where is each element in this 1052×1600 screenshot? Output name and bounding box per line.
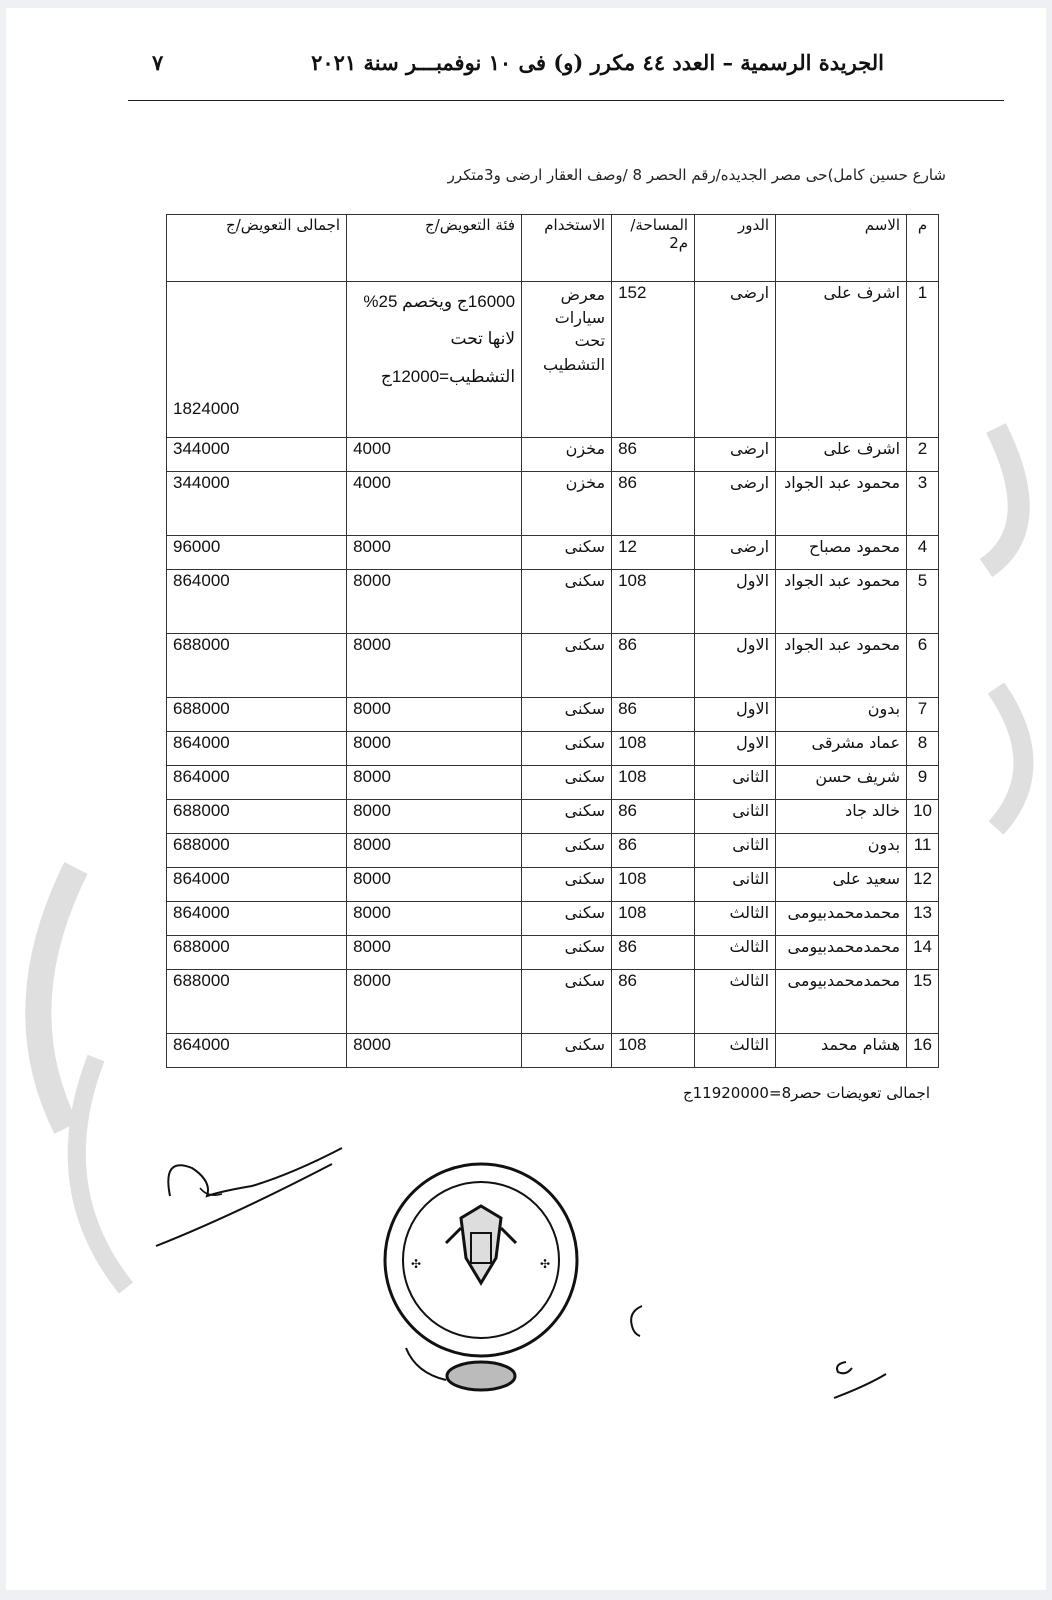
cell-compensation-rate: 8000 [347,766,522,800]
cell-compensation-total: 96000 [167,536,347,570]
cell-usage: سكنى [522,698,612,732]
cell-row-number: 5 [907,570,939,634]
cell-compensation-total: 688000 [167,936,347,970]
cell-compensation-rate: 8000 [347,634,522,698]
cell-floor: ارضى [695,536,776,570]
table-row [167,472,939,536]
cell-floor: ارضى [695,472,776,536]
cell-owner-name: اشرف على [776,438,907,472]
initial-mark [826,1348,906,1408]
cell-usage: سكنى [522,970,612,1034]
cell-usage: سكنى [522,634,612,698]
cell-floor: الاول [695,570,776,634]
cell-owner-name: بدون [776,698,907,732]
cell-compensation-rate: 8000 [347,1034,522,1068]
cell-area: 152 [612,282,695,438]
cell-usage: مخزن [522,438,612,472]
cell-area: 86 [612,834,695,868]
table-row [167,868,939,902]
cell-usage: سكنى [522,936,612,970]
cell-owner-name: محمدمحمدبيومى [776,970,907,1034]
table-header-row [167,215,939,282]
cell-floor: ارضى [695,438,776,472]
cell-owner-name: محمدمحمدبيومى [776,902,907,936]
table-row [167,970,939,1034]
cell-compensation-rate: 8000 [347,834,522,868]
cell-owner-name: محمود مصباح [776,536,907,570]
cell-usage: سكنى [522,570,612,634]
cell-compensation-total: 688000 [167,634,347,698]
cell-floor: الثانى [695,766,776,800]
table-row [167,800,939,834]
cell-compensation-rate: 8000 [347,570,522,634]
total-summary: اجمالى تعويضات حصر8=11920000ج [682,1084,930,1102]
cell-owner-name: خالد جاد [776,800,907,834]
cell-owner-name: محمود عبد الجواد [776,570,907,634]
cell-compensation-rate: 8000 [347,970,522,1034]
cell-usage: سكنى [522,766,612,800]
cell-usage: سكنى [522,800,612,834]
cell-area: 108 [612,902,695,936]
cell-owner-name: هشام محمد [776,1034,907,1068]
cell-row-number: 7 [907,698,939,732]
cell-compensation-total: 688000 [167,834,347,868]
cell-owner-name: محمود عبد الجواد [776,472,907,536]
cell-compensation-total: 864000 [167,1034,347,1068]
cell-usage: سكنى [522,1034,612,1068]
cell-row-number: 1 [907,282,939,438]
cell-row-number: 12 [907,868,939,902]
col-header-use: الاستخدام [522,215,612,282]
cell-owner-name: محمدمحمدبيومى [776,936,907,970]
cell-floor: الثالث [695,902,776,936]
table-row [167,902,939,936]
cell-area: 86 [612,472,695,536]
cell-compensation-total: 864000 [167,732,347,766]
cell-usage: معرض سيارات تحت التشطيب [522,282,612,438]
col-header-no: م [907,215,939,282]
cell-compensation-rate: 8000 [347,536,522,570]
cell-row-number: 3 [907,472,939,536]
cell-area: 86 [612,936,695,970]
cell-owner-name: بدون [776,834,907,868]
cell-row-number: 14 [907,936,939,970]
col-header-total: اجمالى التعويض/ج [167,215,347,282]
cell-compensation-total: 864000 [167,766,347,800]
cell-floor: ارضى [695,282,776,438]
svg-text:✣: ✣ [540,1257,551,1271]
cell-floor: الاول [695,732,776,766]
cell-owner-name: سعيد على [776,868,907,902]
gazette-header [128,44,1004,101]
cell-usage: سكنى [522,834,612,868]
table-row [167,732,939,766]
cell-compensation-rate: 8000 [347,936,522,970]
margin-mark [622,1298,662,1348]
cell-compensation-rate: 8000 [347,868,522,902]
cell-area: 86 [612,800,695,834]
cell-row-number: 2 [907,438,939,472]
cell-compensation-total: 688000 [167,970,347,1034]
cell-usage: سكنى [522,536,612,570]
cell-floor: الاول [695,698,776,732]
cell-compensation-rate: 16000ج ويخصم 25% لانها تحت التشطيب=12000ج [347,282,522,438]
cell-area: 108 [612,868,695,902]
cell-compensation-total: 688000 [167,698,347,732]
cell-area: 86 [612,970,695,1034]
cell-area: 86 [612,698,695,732]
cell-floor: الثالث [695,936,776,970]
table-row [167,438,939,472]
cell-row-number: 15 [907,970,939,1034]
cell-compensation-total: 344000 [167,438,347,472]
table-row [167,936,939,970]
property-address: شارع حسين كامل)حى مصر الجديده/رقم الحصر 8 /وصف العقار ارضى و3متكرر [447,166,946,184]
cell-area: 108 [612,766,695,800]
cell-floor: الثالث [695,1034,776,1068]
cell-area: 86 [612,438,695,472]
official-seal [376,1148,596,1398]
cell-row-number: 13 [907,902,939,936]
cell-compensation-rate: 8000 [347,698,522,732]
cell-compensation-total: 688000 [167,800,347,834]
cell-area: 108 [612,1034,695,1068]
cell-row-number: 10 [907,800,939,834]
cell-floor: الثانى [695,800,776,834]
cell-area: 108 [612,732,695,766]
cell-area: 108 [612,570,695,634]
cell-area: 12 [612,536,695,570]
table-row [167,282,939,438]
cell-row-number: 16 [907,1034,939,1068]
col-header-rate: فئة التعويض/ج [347,215,522,282]
col-header-name: الاسم [776,215,907,282]
cell-row-number: 6 [907,634,939,698]
cell-floor: الثانى [695,868,776,902]
svg-text:✣: ✣ [411,1257,422,1271]
compensation-table [166,214,939,1068]
cell-owner-name: محمود عبد الجواد [776,634,907,698]
cell-usage: مخزن [522,472,612,536]
cell-compensation-total: 344000 [167,472,347,536]
cell-owner-name: اشرف على [776,282,907,438]
cell-compensation-total: 864000 [167,868,347,902]
cell-compensation-total: 864000 [167,570,347,634]
cell-compensation-rate: 8000 [347,732,522,766]
cell-usage: سكنى [522,868,612,902]
cell-floor: الثالث [695,970,776,1034]
cell-floor: الاول [695,634,776,698]
cell-usage: سكنى [522,902,612,936]
cell-row-number: 4 [907,536,939,570]
cell-area: 86 [612,634,695,698]
gazette-page [6,8,1046,1590]
cell-usage: سكنى [522,732,612,766]
cell-compensation-rate: 4000 [347,438,522,472]
table-row [167,570,939,634]
cell-compensation-rate: 8000 [347,800,522,834]
col-header-floor: الدور [695,215,776,282]
cell-row-number: 8 [907,732,939,766]
cell-floor: الثانى [695,834,776,868]
cell-row-number: 11 [907,834,939,868]
cell-compensation-rate: 4000 [347,472,522,536]
page-number: ٧ [152,50,164,75]
cell-owner-name: شريف حسن [776,766,907,800]
gazette-title: الجريدة الرسمية – العدد ٤٤ مكرر (و) فى ١٠ نوفمبـــر سنة ٢٠٢١ [311,50,884,75]
table-row [167,536,939,570]
signature [152,1136,352,1256]
table-row [167,834,939,868]
table-row [167,1034,939,1068]
table-row [167,698,939,732]
table-row [167,766,939,800]
cell-compensation-total: 1824000 [167,282,347,438]
cell-compensation-rate: 8000 [347,902,522,936]
cell-row-number: 9 [907,766,939,800]
col-header-area: المساحة/ م2 [612,215,695,282]
table-row [167,634,939,698]
cell-owner-name: عماد مشرقى [776,732,907,766]
cell-compensation-total: 864000 [167,902,347,936]
